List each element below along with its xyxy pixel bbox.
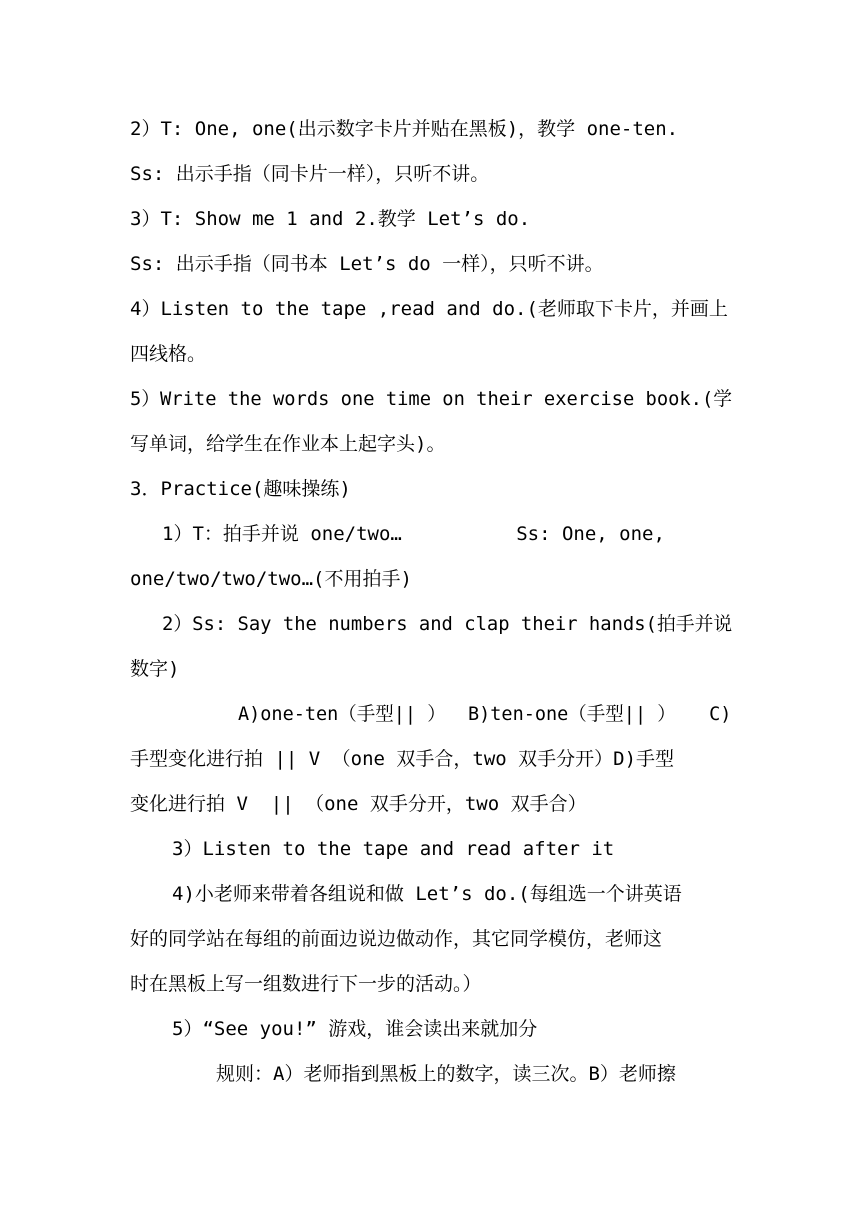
text-line: 时在黑板上写一组数进行下一步的活动。） — [130, 973, 482, 995]
text-line: 四线格。 — [130, 343, 207, 365]
text-line: 写单词，给学生在作业本上起字头)。 — [130, 433, 446, 455]
section-heading: 3．Practice(趣味操练) — [130, 478, 351, 500]
text-line: A)one-ten（手型|| ） B)ten-one（手型|| ） C) — [238, 703, 732, 725]
text-line: one/two/two/two…(不用拍手) — [130, 568, 412, 590]
text-line: 4）Listen to the tape ,read and do.(老师取下卡片，并画上 — [130, 298, 728, 320]
text-line: 数字) — [130, 658, 180, 680]
text-line: 5）“See you!” 游戏，谁会读出来就加分 — [172, 1018, 538, 1040]
text-line: 1）T：拍手并说 one/two… Ss: One, one, — [162, 523, 665, 545]
text-line: 4)小老师来带着各组说和做 Let’s do.(每组选一个讲英语 — [172, 883, 682, 905]
text-line: Ss: 出示手指（同书本 Let’s do 一样），只听不讲。 — [130, 253, 604, 275]
text-line: 3）Listen to the tape and read after it — [172, 838, 615, 860]
text-line: 3）T: Show me 1 and 2.教学 Let’s do. — [130, 208, 531, 230]
text-line: Ss: 出示手指（同卡片一样），只听不讲。 — [130, 163, 490, 185]
text-line: 规则：A）老师指到黑板上的数字，读三次。B）老师擦 — [216, 1063, 676, 1085]
text-line: 变化进行拍 V || （one 双手分开，two 双手合） — [130, 793, 587, 815]
text-line: 手型变化进行拍 || V （one 双手合，two 双手分开）D)手型 — [130, 748, 675, 770]
text-line: 好的同学站在每组的前面边说边做动作，其它同学模仿，老师这 — [130, 928, 663, 950]
text-line: 5）Write the words one time on their exercise book.(学 — [130, 388, 733, 410]
text-line: 2）Ss: Say the numbers and clap their hands(拍手并说 — [162, 613, 733, 635]
text-line: 2）T: One, one(出示数字卡片并贴在黑板)，教学 one-ten. — [130, 118, 679, 140]
